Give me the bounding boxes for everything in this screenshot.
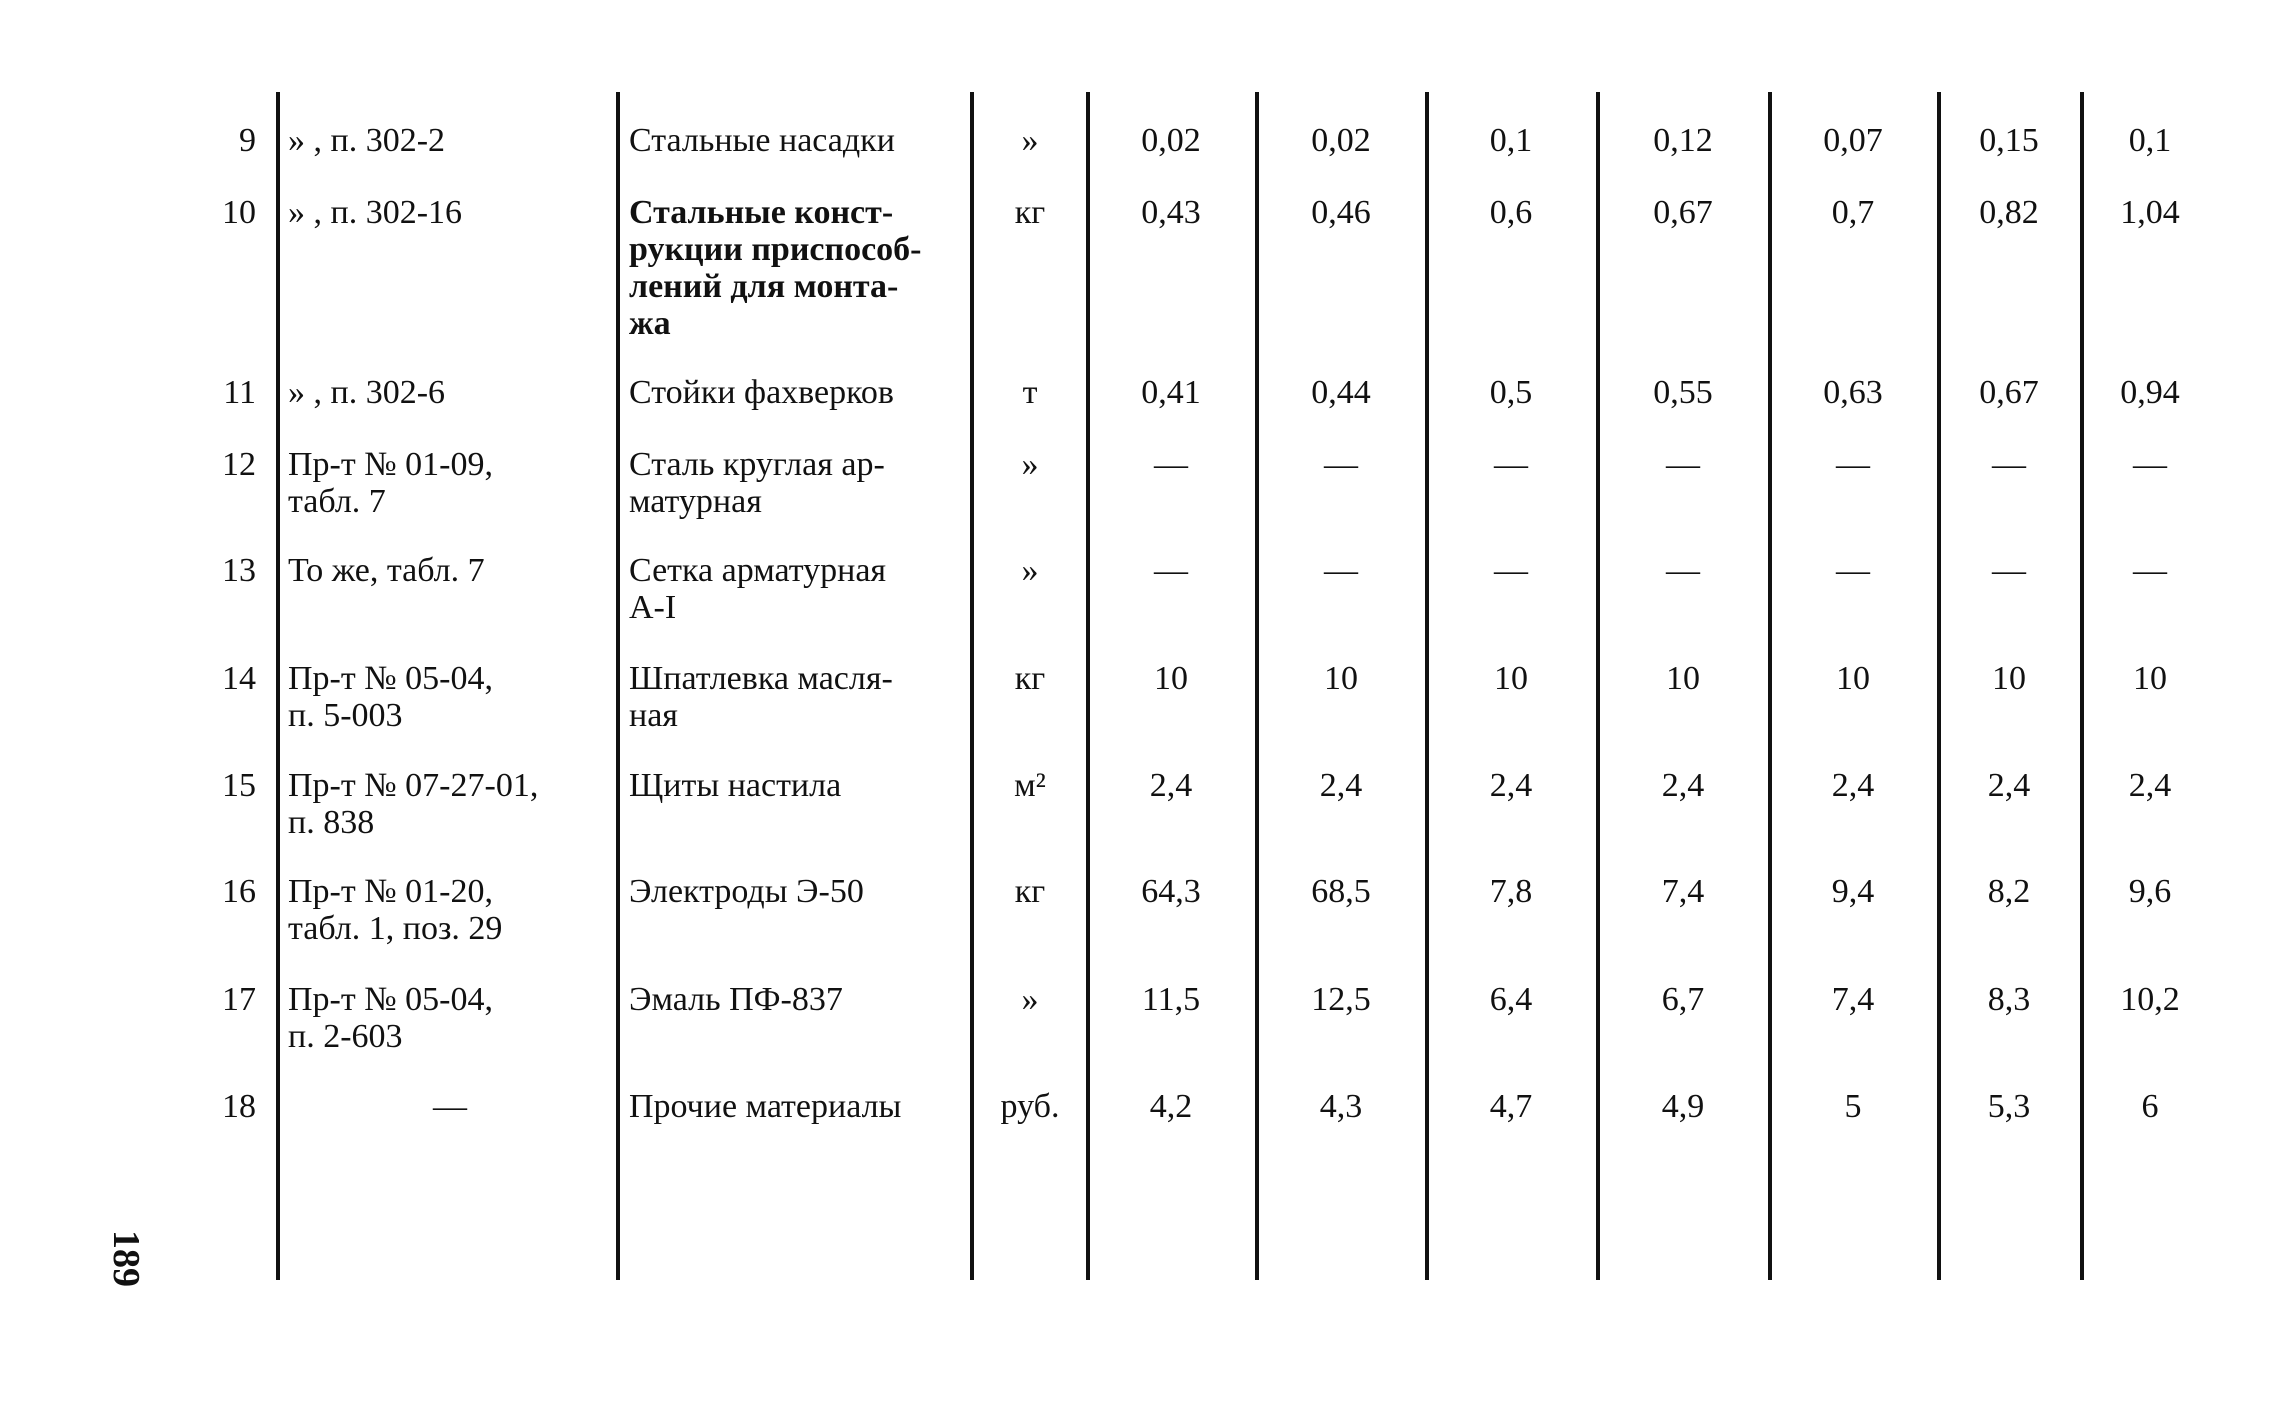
material-name: Эмаль ПФ-837 [629, 981, 843, 1018]
value-cell: — [1666, 552, 1700, 589]
value-cell: 6,7 [1661, 981, 1705, 1018]
value-cell: 12,5 [1311, 981, 1371, 1018]
value-cell: 0,15 [1979, 122, 2039, 159]
source-reference: Пр-т № 05-04, п. 2-603 [288, 981, 493, 1055]
value-cell: — [1992, 446, 2026, 483]
value-cell: — [1494, 446, 1528, 483]
value-cell: 0,67 [1979, 374, 2039, 411]
value-cell: 2,4 [1319, 767, 1363, 804]
material-name: Стальные насадки [629, 122, 895, 159]
material-name: Щиты настила [629, 767, 842, 804]
value-cell: — [2133, 552, 2167, 589]
value-cell: 0,12 [1653, 122, 1713, 159]
source-reference: Пр-т № 01-20, табл. 1, поз. 29 [288, 873, 503, 947]
page-number: 189 [105, 1230, 147, 1287]
value-cell: 4,3 [1319, 1088, 1363, 1125]
value-cell: 9,4 [1831, 873, 1875, 910]
unit: кг [1014, 873, 1046, 910]
row-number: 14 [222, 660, 256, 697]
row-number: 12 [222, 446, 256, 483]
source-reference: То же, табл. 7 [288, 552, 485, 589]
column-divider [1768, 92, 1772, 1280]
value-cell: 0,46 [1311, 194, 1371, 231]
column-divider [1596, 92, 1600, 1280]
value-cell: 5,3 [1987, 1088, 2031, 1125]
value-cell: 10 [1494, 660, 1528, 697]
column-divider [1425, 92, 1429, 1280]
column-divider [616, 92, 620, 1280]
value-cell: 7,8 [1489, 873, 1533, 910]
value-cell: 10 [1836, 660, 1870, 697]
material-name: Прочие материалы [629, 1088, 902, 1125]
unit: кг [1014, 660, 1046, 697]
value-cell: 0,63 [1823, 374, 1883, 411]
value-cell: 5 [1844, 1088, 1862, 1125]
value-cell: 6 [2141, 1088, 2159, 1125]
row-number: 16 [222, 873, 256, 910]
material-name: Стойки фахверков [629, 374, 894, 411]
value-cell: — [1836, 552, 1870, 589]
source-reference: Пр-т № 07-27-01, п. 838 [288, 767, 539, 841]
value-cell: — [1324, 446, 1358, 483]
value-cell: 10 [1324, 660, 1358, 697]
value-cell: 4,2 [1149, 1088, 1193, 1125]
row-number: 15 [222, 767, 256, 804]
value-cell: 0,07 [1823, 122, 1883, 159]
source-reference: — [433, 1088, 467, 1125]
value-cell: 6,4 [1489, 981, 1533, 1018]
value-cell: — [1154, 446, 1188, 483]
value-cell: 68,5 [1311, 873, 1371, 910]
value-cell: 10 [2133, 660, 2167, 697]
material-name: Сталь круглая ар- матурная [629, 446, 885, 520]
material-name: Шпатлевка масля- ная [629, 660, 893, 734]
column-divider [970, 92, 974, 1280]
value-cell: 64,3 [1141, 873, 1201, 910]
value-cell: 0,44 [1311, 374, 1371, 411]
value-cell: 0,82 [1979, 194, 2039, 231]
value-cell: 0,1 [2128, 122, 2172, 159]
value-cell: 0,7 [1831, 194, 1875, 231]
value-cell: 8,3 [1987, 981, 2031, 1018]
unit: » [1021, 552, 1039, 589]
value-cell: — [1992, 552, 2026, 589]
value-cell: 0,5 [1489, 374, 1533, 411]
material-name: Электроды Э-50 [629, 873, 864, 910]
value-cell: — [1494, 552, 1528, 589]
value-cell: 0,55 [1653, 374, 1713, 411]
unit: м² [1014, 767, 1046, 804]
value-cell: 2,4 [1987, 767, 2031, 804]
value-cell: 11,5 [1141, 981, 1201, 1018]
value-cell: 2,4 [1661, 767, 1705, 804]
row-number: 18 [222, 1088, 256, 1125]
value-cell: 4,9 [1661, 1088, 1705, 1125]
value-cell: 2,4 [1831, 767, 1875, 804]
row-number: 11 [223, 374, 256, 411]
source-reference: Пр-т № 01-09, табл. 7 [288, 446, 493, 520]
value-cell: 0,41 [1141, 374, 1201, 411]
material-name: Сетка арматурная А-I [629, 552, 887, 626]
value-cell: 2,4 [1149, 767, 1193, 804]
value-cell: 10 [1154, 660, 1188, 697]
unit: » [1021, 122, 1039, 159]
value-cell: 7,4 [1661, 873, 1705, 910]
value-cell: 0,02 [1311, 122, 1371, 159]
unit: » [1021, 981, 1039, 1018]
value-cell: 0,02 [1141, 122, 1201, 159]
source-reference: » , п. 302-6 [288, 374, 446, 411]
value-cell: — [2133, 446, 2167, 483]
value-cell: 4,7 [1489, 1088, 1533, 1125]
source-reference: » , п. 302-16 [288, 194, 463, 231]
value-cell: 2,4 [2128, 767, 2172, 804]
row-number: 13 [222, 552, 256, 589]
value-cell: 10 [1666, 660, 1700, 697]
value-cell: 8,2 [1987, 873, 2031, 910]
row-number: 10 [222, 194, 256, 231]
column-divider [276, 92, 280, 1280]
source-reference: Пр-т № 05-04, п. 5-003 [288, 660, 493, 734]
value-cell: — [1666, 446, 1700, 483]
unit: кг [1014, 194, 1046, 231]
value-cell: 0,67 [1653, 194, 1713, 231]
column-divider [1086, 92, 1090, 1280]
row-number: 17 [222, 981, 256, 1018]
unit: т [1022, 374, 1038, 411]
value-cell: 1,04 [2120, 194, 2180, 231]
value-cell: 0,94 [2120, 374, 2180, 411]
unit: » [1021, 446, 1039, 483]
value-cell: — [1836, 446, 1870, 483]
value-cell: 0,1 [1489, 122, 1533, 159]
value-cell: 2,4 [1489, 767, 1533, 804]
unit: руб. [1000, 1088, 1060, 1125]
row-number: 9 [239, 122, 256, 159]
column-divider [1255, 92, 1259, 1280]
value-cell: 0,6 [1489, 194, 1533, 231]
source-reference: » , п. 302-2 [288, 122, 446, 159]
value-cell: 10 [1992, 660, 2026, 697]
value-cell: 10,2 [2120, 981, 2180, 1018]
value-cell: — [1324, 552, 1358, 589]
value-cell: 0,43 [1141, 194, 1201, 231]
value-cell: 9,6 [2128, 873, 2172, 910]
material-name: Стальные конст- рукции приспособ- лений для монта- жа [629, 194, 922, 342]
value-cell: 7,4 [1831, 981, 1875, 1018]
value-cell: — [1154, 552, 1188, 589]
